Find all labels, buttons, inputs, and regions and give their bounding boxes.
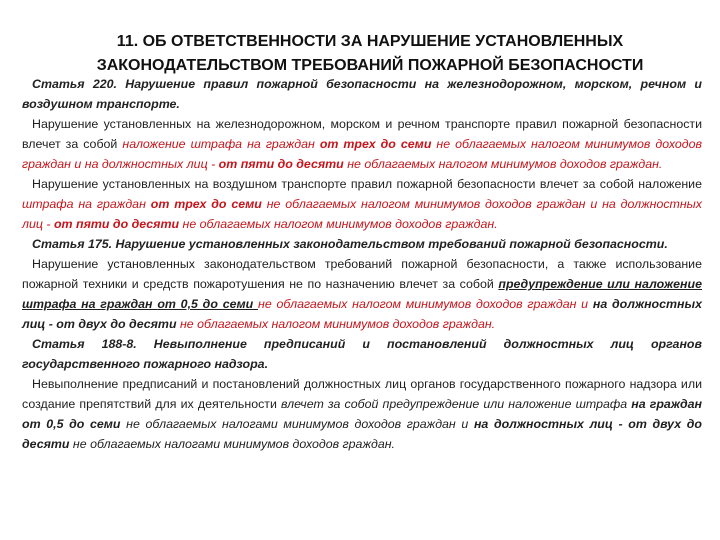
fine-text: штрафа на граждан	[22, 197, 151, 211]
fine-range: от 0,5 до семи	[157, 297, 258, 311]
fine-range: от трех до семи	[150, 197, 267, 211]
article-220-heading: Статья 220. Нарушение правил пожарной безопасности на железнодорожном, морском, речном и воздушном транспорте.	[22, 77, 702, 111]
fine-text: не облагаемых налогом минимумов доходов граждан и на должностных лиц -	[22, 197, 702, 231]
penalty-text: влечет за собой предупреждение или наложение штрафа	[281, 397, 632, 411]
article-175-paragraph-1	[22, 254, 702, 334]
fine-range: от пяти до десяти	[53, 217, 183, 231]
title-line-2: ЗАКОНОДАТЕЛЬСТВОМ ТРЕБОВАНИЙ ПОЖАРНОЙ БЕЗОПАСНОСТИ	[96, 57, 644, 74]
fine-range: на должностных лиц - от двух до десяти	[22, 417, 702, 451]
fine-text: не облагаемых налогом минимумов доходов граждан.	[347, 157, 663, 171]
page-title	[30, 30, 710, 78]
penalty-text: предупреждение или наложение штрафа на граждан	[22, 277, 702, 311]
fine-range: на должностных лиц - от двух до десяти	[22, 297, 702, 331]
article-175-heading: Статья 175. Нарушение установленных законодательством требований пожарной безопасности.	[32, 237, 668, 251]
fine-text: не облагаемых налогами минимумов доходов граждан.	[72, 437, 395, 451]
fine-range: на граждан от 0,5 до семи	[22, 397, 702, 431]
text: Нарушение установленных законодательством требований пожарной безопасности, а также использование пожарной техники и средств пожаротушения не по назначению влечет за собой	[22, 257, 702, 291]
fine-text: наложение штрафа на граждан	[122, 137, 320, 151]
fine-range: от трех до семи	[319, 137, 437, 151]
title-line-1: 11. ОБ ОТВЕТСТВЕННОСТИ ЗА НАРУШЕНИЕ УСТАНОВЛЕННЫХ	[116, 33, 624, 50]
fine-text: не облагаемых налогом минимумов доходов граждан и на должностных лиц -	[22, 137, 702, 171]
text: Нарушение установленных на воздушном транспорте правил пожарной безопасности влечет за собой наложение	[32, 177, 702, 191]
fine-range: от пяти до десяти	[218, 157, 348, 171]
fine-text: не облагаемых налогами минимумов доходов граждан и	[126, 417, 474, 431]
article-220-paragraph-2	[22, 174, 702, 234]
article-188-paragraph-1	[22, 374, 702, 454]
fine-text: не облагаемых налогом минимумов доходов граждан и	[258, 297, 593, 311]
article-body	[22, 74, 702, 454]
fine-text: не облагаемых налогом минимумов доходов граждан.	[182, 217, 498, 231]
text: Невыполнение предписаний и постановлений должностных лиц органов государственного пожарного надзора или создание препятствий для их деятельности	[22, 377, 702, 411]
article-220-paragraph-1	[22, 114, 702, 174]
text: Нарушение установленных на железнодорожном, морском и речном транспорте правил пожарной безопасности влечет за собой	[22, 117, 702, 151]
article-188-heading: Статья 188-8. Невыполнение предписаний и постановлений должностных лиц органов государственного пожарного надзора.	[22, 337, 702, 371]
fine-text: не облагаемых налогом минимумов доходов граждан.	[179, 317, 496, 331]
